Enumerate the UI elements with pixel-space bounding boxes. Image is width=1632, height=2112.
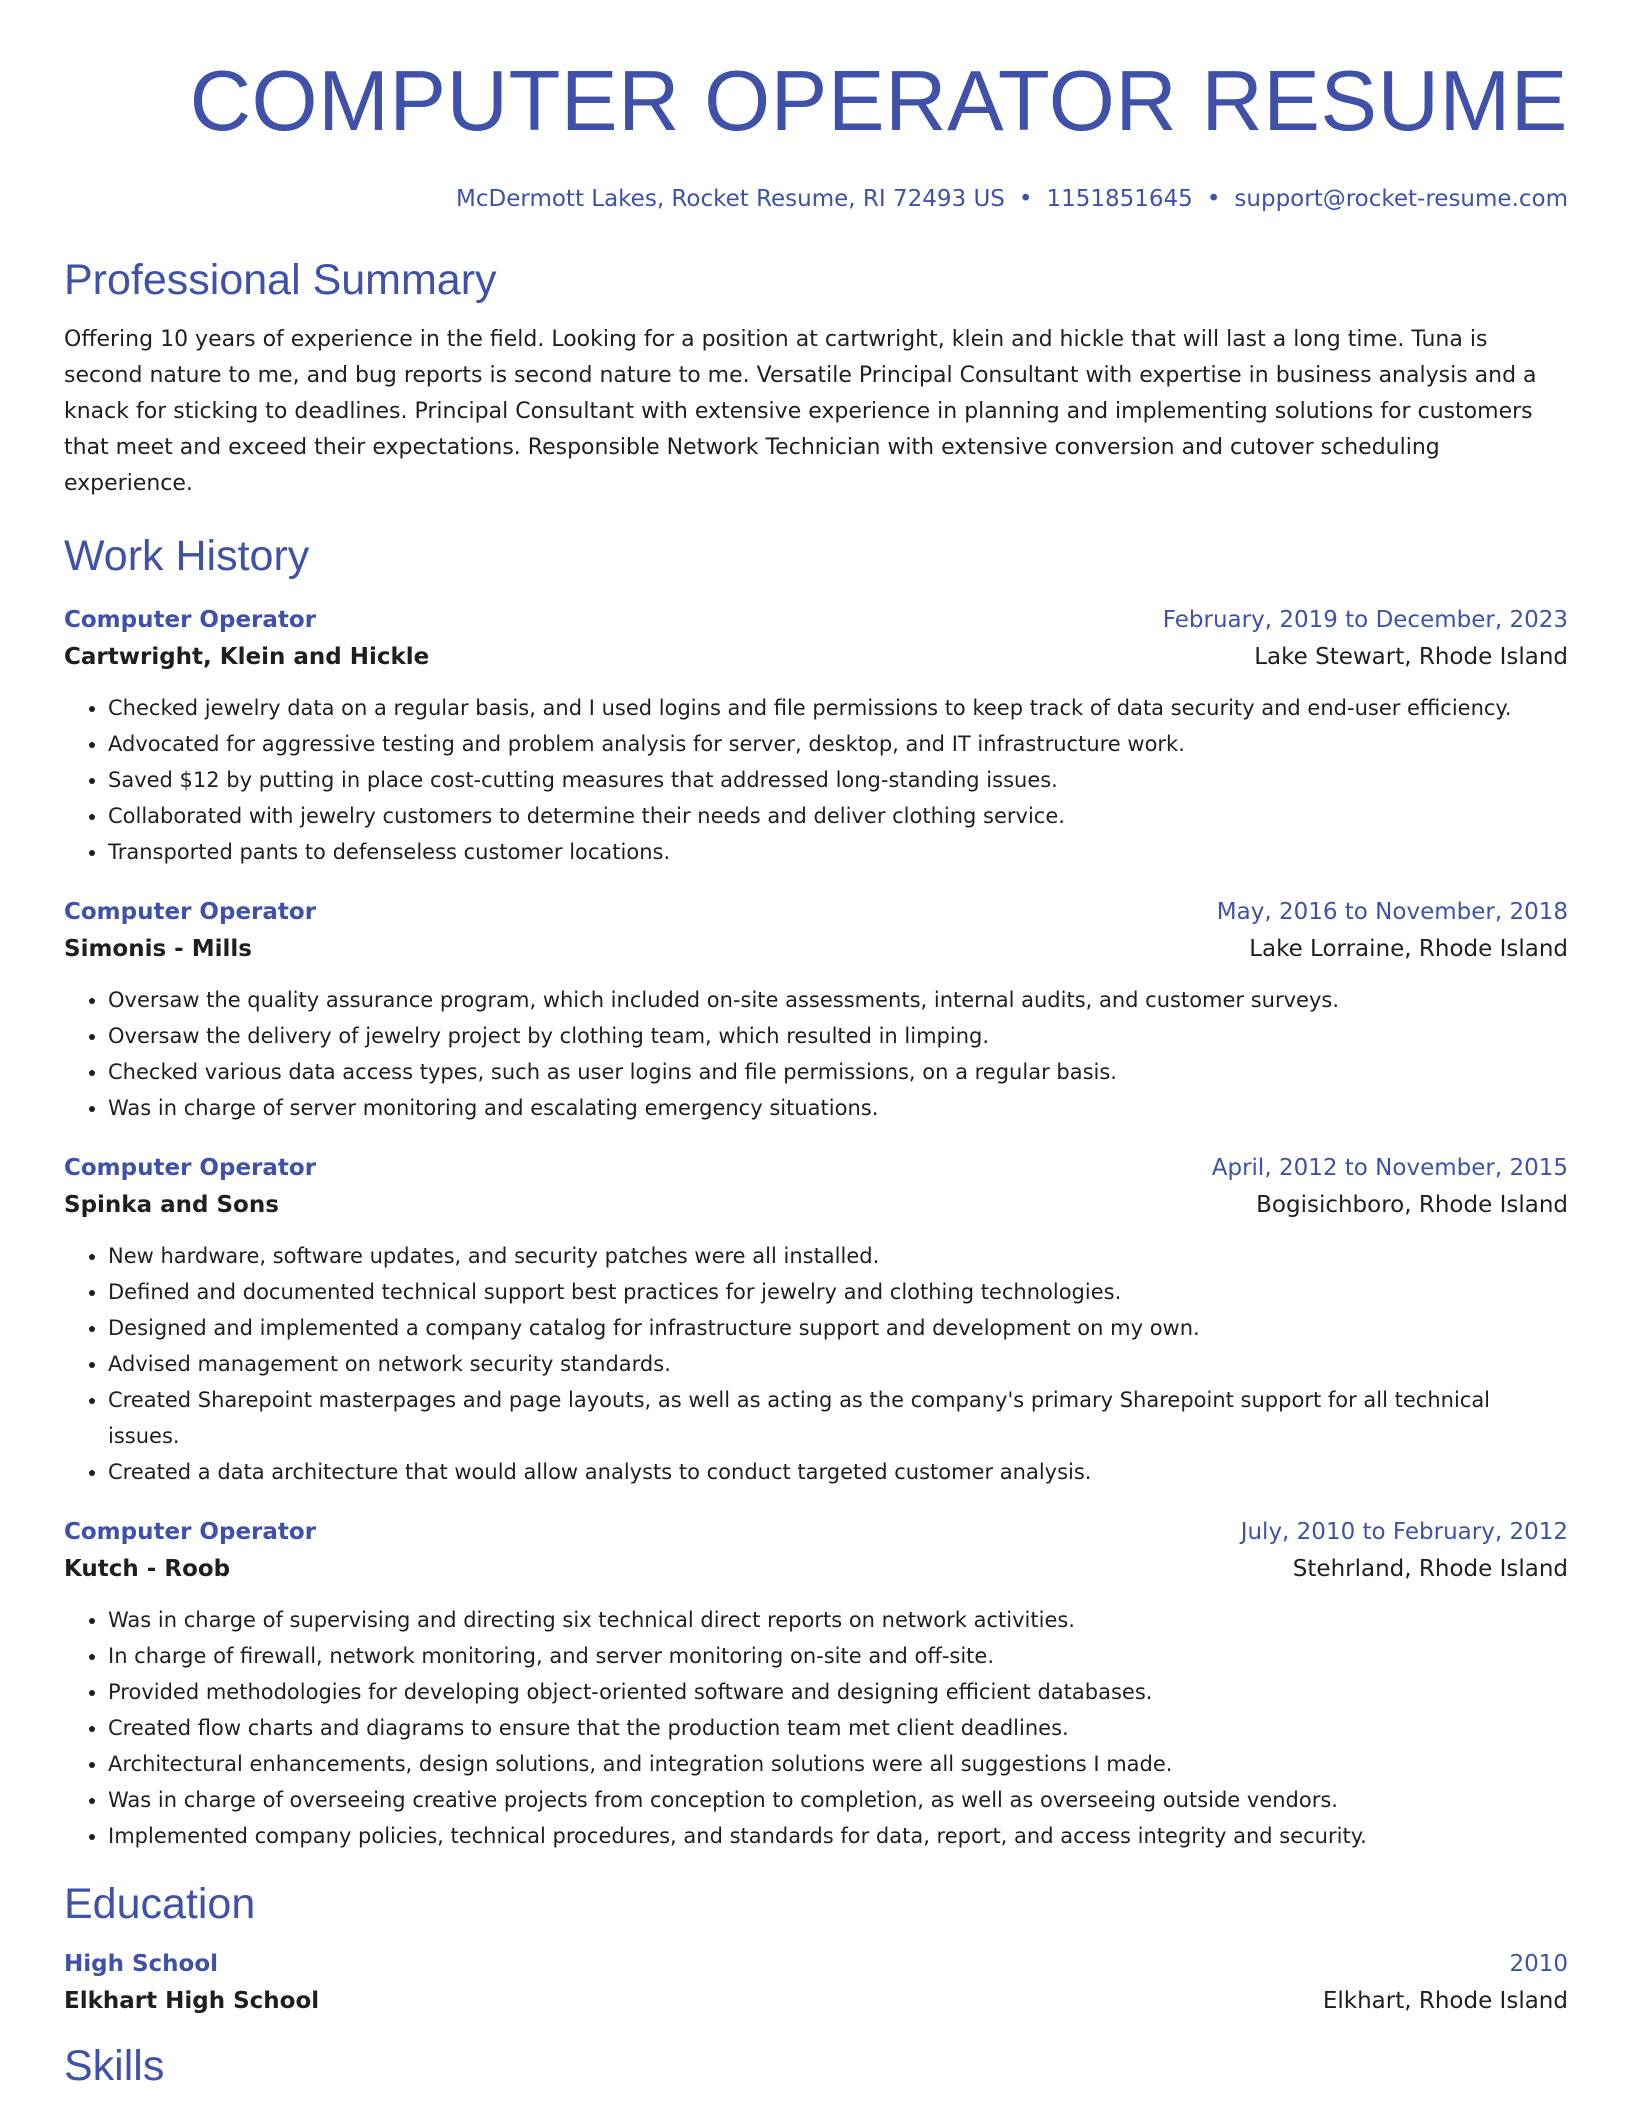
job-bullet-list [64,690,1568,870]
job-dates: May, 2016 to November, 2018 [1216,899,1568,925]
job-bullet-list [64,982,1568,1126]
job-bullet: • Provided methodologies for developing object-oriented software and designing efficient databases. [108,1674,1568,1710]
job-location: Bogisichboro, Rhode Island [1256,1192,1568,1218]
job-company-row [64,930,1568,968]
education-header-row [64,1946,1568,1982]
job-header-row [64,894,1568,930]
job-dates: April, 2012 to November, 2015 [1211,1155,1568,1181]
education-section [64,1876,1568,2020]
section-title-summary: Professional Summary [64,256,497,304]
job-bullet-list [64,1602,1568,1854]
job-bullet-list [64,1238,1568,1490]
job-bullet: • Created flow charts and diagrams to ensure that the production team met client deadlines. [108,1710,1568,1746]
job-bullet: • Collaborated with jewelry customers to determine their needs and deliver clothing service. [108,798,1568,834]
job-dates: July, 2010 to February, 2012 [1240,1519,1568,1545]
education-location: Elkhart, Rhode Island [1322,1988,1568,2014]
contact-separator: • [1206,186,1221,212]
job-location: Lake Lorraine, Rhode Island [1249,936,1568,962]
job-company-row [64,1186,1568,1224]
job-company-row [64,1550,1568,1588]
contact-phone: 1151851645 [1046,186,1193,212]
section-title-work-history: Work History [64,532,310,580]
job-bullet: • Advised management on network security standards. [108,1346,1568,1382]
job-location: Stehrland, Rhode Island [1292,1556,1568,1582]
job-header-row [64,602,1568,638]
job-entry [64,602,1568,870]
job-bullet: • Oversaw the quality assurance program, which included on-site assessments, internal audits, and customer surveys. [108,982,1568,1018]
job-dates: February, 2019 to December, 2023 [1162,607,1568,633]
resume-header [64,0,1568,214]
job-bullet: • Created Sharepoint masterpages and page layouts, as well as acting as the company's primary Sharepoint support for all technical issues. [108,1382,1568,1454]
job-location: Lake Stewart, Rhode Island [1254,644,1568,670]
section-title-skills: Skills [64,2042,165,2090]
job-entry [64,1514,1568,1854]
job-bullet: • Was in charge of server monitoring and escalating emergency situations. [108,1090,1568,1126]
contact-line [64,184,1568,214]
education-school-row [64,1982,1568,2020]
resume-title: COMPUTER OPERATOR RESUME [189,54,1568,149]
job-bullet: • In charge of firewall, network monitoring, and server monitoring on-site and off-site. [108,1638,1568,1674]
summary-text: Offering 10 years of experience in the field. Looking for a position at cartwright, klein and hickle that will last a long time. Tuna is second nature to me, and bug reports is second nature to me. Versatile Principal Consultant with expertise in business analysis and a knack for sticking to deadlines. Principal Consultant with extensive experience in planning and implementing solutions for customers that meet and exceed their expectations. Responsible Network Technician with extensive conversion and cutover scheduling experience. [64,327,1537,496]
job-header-row [64,1150,1568,1186]
job-bullet: • Implemented company policies, technical procedures, and standards for data, report, and access integrity and security. [108,1818,1568,1854]
job-bullet: • Saved $12 by putting in place cost-cutting measures that addressed long-standing issues. [108,762,1568,798]
job-title: Computer Operator [64,899,317,925]
contact-separator: • [1018,186,1033,212]
job-entry [64,1150,1568,1490]
job-title: Computer Operator [64,1519,317,1545]
job-bullet: • Checked jewelry data on a regular basis, and I used logins and file permissions to keep track of data security and end-user efficiency. [108,690,1568,726]
job-entry [64,894,1568,1126]
job-title: Computer Operator [64,1155,317,1181]
job-bullet: • New hardware, software updates, and security patches were all installed. [108,1238,1568,1274]
job-company: Kutch - Roob [64,1556,231,1582]
education-school: Elkhart High School [64,1988,320,2014]
job-bullet: • Advocated for aggressive testing and problem analysis for server, desktop, and IT infrastructure work. [108,726,1568,762]
job-bullet: • Oversaw the delivery of jewelry project by clothing team, which resulted in limping. [108,1018,1568,1054]
contact-email[interactable]: support@rocket-resume.com [1234,186,1568,212]
job-header-row [64,1514,1568,1550]
job-bullet: • Created a data architecture that would allow analysts to conduct targeted customer analysis. [108,1454,1568,1490]
job-bullet: • Transported pants to defenseless customer locations. [108,834,1568,870]
job-company: Spinka and Sons [64,1192,279,1218]
education-entry [64,1946,1568,2020]
job-bullet: • Checked various data access types, such as user logins and file permissions, on a regular basis. [108,1054,1568,1090]
section-title-education: Education [64,1880,256,1928]
education-degree: High School [64,1951,219,1977]
skills-section [64,2038,1568,2094]
job-company: Simonis - Mills [64,936,252,962]
job-bullet: • Defined and documented technical support best practices for jewelry and clothing technologies. [108,1274,1568,1310]
job-bullet: • Designed and implemented a company catalog for infrastructure support and development on my own. [108,1310,1568,1346]
work-history-section [64,528,1568,1854]
job-bullet: • Was in charge of overseeing creative projects from conception to completion, as well as overseeing outside vendors. [108,1782,1568,1818]
job-bullet: • Was in charge of supervising and directing six technical direct reports on network activities. [108,1602,1568,1638]
job-company: Cartwright, Klein and Hickle [64,644,430,670]
education-year: 2010 [1509,1951,1568,1977]
summary-section [64,252,1568,502]
job-title: Computer Operator [64,607,317,633]
contact-address: McDermott Lakes, Rocket Resume, RI 72493 US [456,186,1005,212]
job-company-row [64,638,1568,676]
job-bullet: • Architectural enhancements, design solutions, and integration solutions were all suggestions I made. [108,1746,1568,1782]
